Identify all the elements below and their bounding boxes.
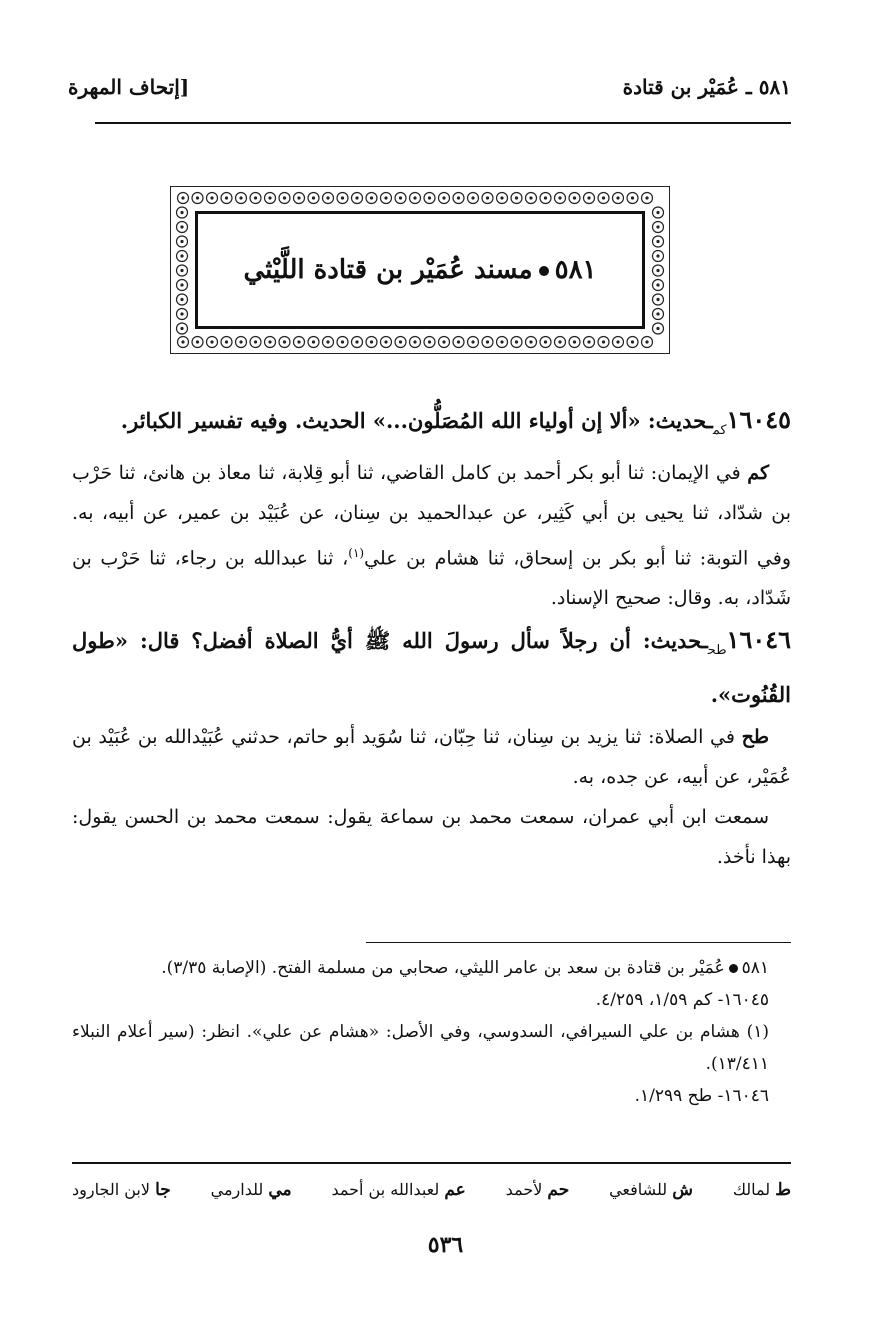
isnad-paragraph-2 <box>72 717 791 797</box>
abbreviation-code: ط <box>775 1180 791 1200</box>
section-title-text: مسند عُمَيْر بن قتادة اللَّيْثي <box>243 255 533 285</box>
section-number: ٥٨١ <box>554 255 597 285</box>
abbreviation-code: جا <box>155 1180 171 1200</box>
abbreviation-code: عم <box>444 1180 466 1200</box>
footnote-number: ٥٨١ <box>741 958 769 978</box>
abbreviations-rule <box>72 1162 791 1164</box>
footnote-16045: ١٦٠٤٥- كم ١/٥٩، ٤/٢٥٩. <box>595 990 769 1010</box>
footnote-581 <box>72 952 791 984</box>
footnote-ref[interactable]: (١) <box>348 546 365 560</box>
abbreviation-name: لعبدالله بن أحمد <box>331 1180 445 1199</box>
isnad-text-b: ، ثنا عبدالله بن رجاء، ثنا حَرْب بن شَدّاد، به. وقال: صحيح الإسناد. <box>72 547 791 610</box>
abbreviation-name: لأحمد <box>505 1180 548 1199</box>
hadith-number: ١٦٠٤٦ <box>726 625 791 655</box>
abbreviations-legend <box>72 1180 791 1200</box>
hadith-text: ـحديث: أن رجلاً سأل رسولَ الله ﷺ أيُّ الصلاة أفضل؟ قال: «طول القُنُوت». <box>72 628 791 708</box>
source-code: كم <box>747 462 769 484</box>
abbreviation-item <box>506 1180 570 1200</box>
isnad-text-a: في الإيمان: ثنا أبو بكر أحمد بن كامل القاضي، ثنا أبو قِلابة، ثنا معاذ بن هانئ، ثنا حَرْب بن شدّاد، ثنا يحيى بن أبي كَثِير، عن عبدالحميد بن سِنان، عن عُبَيْد بن عمير، عن أبيه، به. وفي التوبة: ثنا أبو بكر بن إسحاق، ثنا هشام بن علي <box>72 462 791 570</box>
comment-text: سمعت ابن أبي عمران، سمعت محمد بن سماعة يقول: سمعت محمد بن الحسن يقول: بهذا نأخذ. <box>72 806 791 869</box>
header-book-title: [إتحاف المهرة <box>68 75 190 99</box>
comment-paragraph <box>72 797 791 877</box>
abbreviation-item <box>72 1180 171 1200</box>
abbreviation-name: للدارمي <box>210 1180 269 1199</box>
hadith-16045 <box>72 398 791 453</box>
main-text <box>72 398 791 877</box>
hadith-text: ـحديث: «ألا إن أولياء الله المُصَلُّون...» الحديث. وفيه تفسير الكبائر. <box>120 408 713 433</box>
abbreviation-code: ش <box>672 1180 693 1200</box>
footnote-text: عُمَيْر بن قتادة بن سعد بن عامر الليثي، صحابي من مسلمة الفتح. (الإصابة ٣/٣٥). <box>161 958 725 978</box>
hadith-symbol: طح <box>707 643 727 659</box>
isnad-text: في الصلاة: ثنا يزيد بن سِنان، ثنا حِبّان، ثنا سُوَيد أبو حاتم، حدثني عُبَيْدالله بن عُبَيْد بن عُمَيْر، عن أبيه، عن جده، به. <box>72 726 791 789</box>
footnote-16046: ١٦٠٤٦- طح ١/٢٩٩. <box>634 1086 769 1106</box>
abbreviation-name: لمالك <box>732 1180 776 1199</box>
running-header <box>68 70 791 104</box>
hadith-symbol: كم <box>712 423 727 438</box>
footnote-rule <box>366 942 791 943</box>
isnad-paragraph-1 <box>72 453 791 618</box>
abbreviation-name: للشافعي <box>609 1180 673 1199</box>
hadith-number: ١٦٠٤٥ <box>726 405 791 434</box>
title-inner-frame <box>195 211 645 329</box>
hadith-16046 <box>72 618 791 717</box>
footnotes <box>72 952 791 1112</box>
abbreviation-code: مي <box>268 1180 292 1200</box>
abbreviation-name: لابن الجارود <box>72 1180 156 1199</box>
bullet-dot <box>729 964 738 973</box>
abbreviation-item <box>331 1180 465 1200</box>
abbreviation-item <box>211 1180 292 1200</box>
footnote-1: (١) هشام بن علي السيرافي، السدوسي، وفي الأصل: «هشام عن علي». انظر: (سير أعلام النبلاء ١٣/٤١١). <box>72 1022 769 1074</box>
source-code: طح <box>741 726 769 749</box>
abbreviation-code: حم <box>547 1180 570 1200</box>
header-chapter: ٥٨١ ـ عُمَيْر بن قتادة <box>622 75 791 99</box>
abbreviation-item <box>733 1180 791 1200</box>
bullet-dot <box>539 266 549 276</box>
page-number: ٥٣٦ <box>427 1232 464 1258</box>
title-box <box>170 186 670 354</box>
section-title <box>244 255 597 285</box>
header-rule <box>95 122 791 124</box>
abbreviation-item <box>609 1180 693 1200</box>
